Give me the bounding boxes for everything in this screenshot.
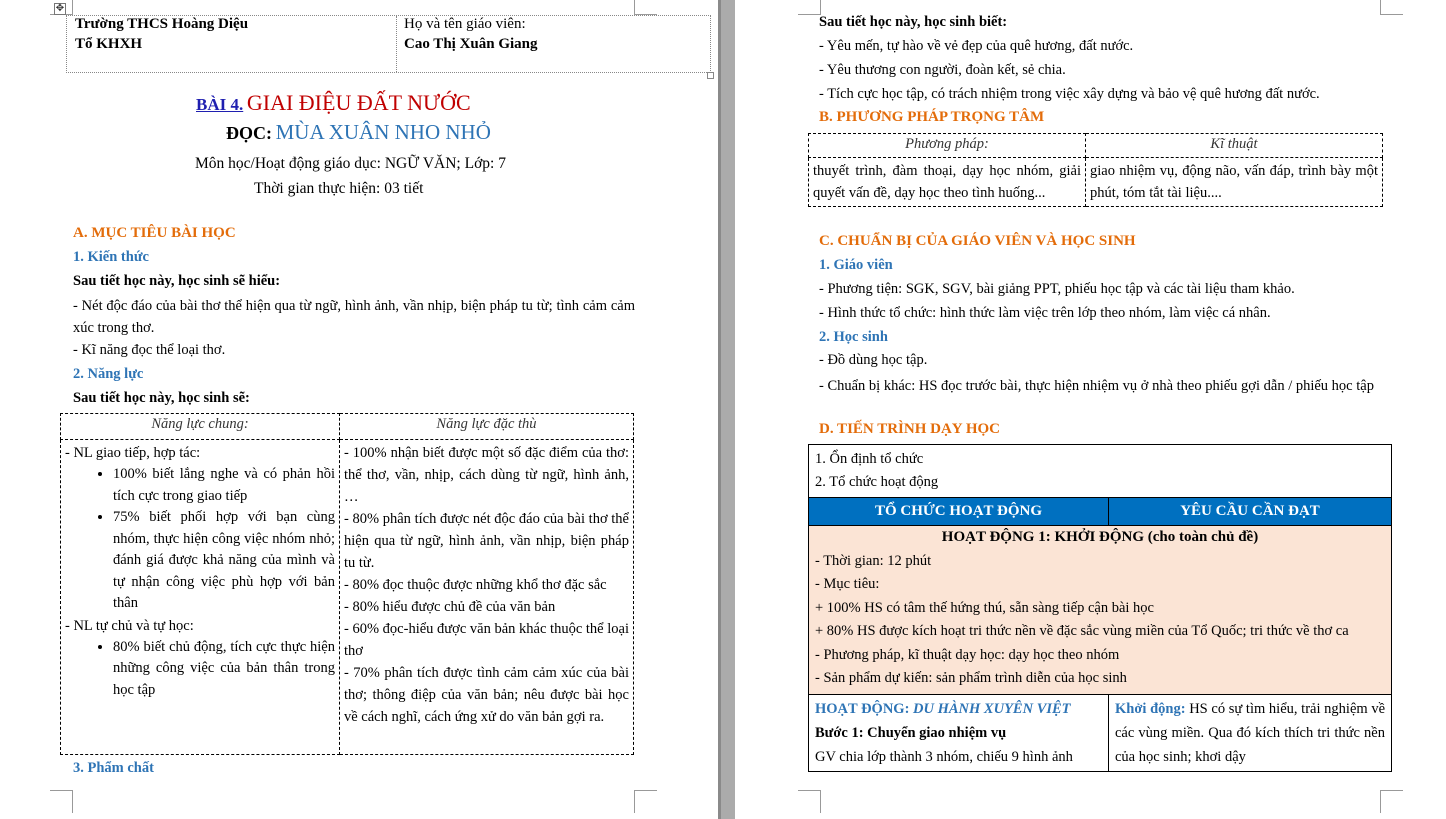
page-gap [718,0,735,819]
quality-item: - Yêu thương con người, đoàn kết, sẻ chia. [819,62,1066,78]
list-item: - 100% nhận biết được một số đặc điểm của thơ: thể thơ, vần, nhịp, cách dùng từ ngữ, hình ảnh, … [344,445,629,505]
lesson-heading [196,90,471,116]
section-b-heading: B. PHƯƠNG PHÁP TRỌNG TÂM [819,109,1045,125]
list-item: - 70% phân tích được tình cảm cảm xúc của bài thơ; thông điệp của văn bản; nêu được bài học về cách nghĩ, cách ứng xử do văn bản gợi ra. [344,665,629,725]
crop-mark [1380,0,1403,15]
col-specific-header: Năng lực đặc thù [340,414,634,440]
lesson-number: BÀI 4. [196,95,244,114]
list-item: - 80% phân tích được nét độc đáo của bài thơ thể hiện qua từ ngữ, hình ảnh, vần nhịp, biện pháp tu từ. [344,511,629,571]
list-item: - 80% đọc thuộc được những khổ thơ đặc sắc [344,577,607,593]
crop-mark [798,790,821,813]
crop-mark [1380,790,1403,813]
crop-mark [50,790,73,813]
left-page [0,0,718,819]
competence-intro: Sau tiết học này, học sinh sẽ: [73,390,250,406]
department-name: Tổ KHXH [75,36,143,52]
school-name: Trường THCS Hoàng Diệu [75,16,249,32]
col-activity-header: TỔ CHỨC HOẠT ĐỘNG [809,498,1109,526]
teacher-item: - Hình thức tổ chức: hình thức làm việc trên lớp theo nhóm, làm việc cá nhân. [819,305,1271,321]
student-heading: 2. Học sinh [819,329,888,345]
requirement-text: HS có sự tìm hiểu, trải nghiệm về các vùng miền. Qua đó kích thích tri thức nền của học sinh; khơi dậy [1115,700,1385,765]
org-steps-cell [809,445,1392,498]
org-step: 2. Tổ chức hoạt động [815,474,939,490]
techniques-cell: giao nhiệm vụ, động não, vấn đáp, trình bày một phút, tóm tắt tài liệu.... [1086,158,1383,207]
col-technique-header: Kĩ thuật [1086,134,1383,158]
time-line: Thời gian thực hiện: 03 tiết [254,180,424,197]
list-item: - 60% đọc-hiểu được văn bản khác thuộc thể loại thơ [344,621,629,659]
col-general-header: Năng lực chung: [61,414,340,440]
reading-label: ĐỌC: [226,123,272,143]
activity-label: HOẠT ĐỘNG: [815,700,910,717]
step-title: Bước 1: Chuyển giao nhiệm vụ [815,724,1007,741]
method-table [808,133,1383,207]
student-item: - Chuẩn bị khác: HS đọc trước bài, thực hiện nhiệm vụ ở nhà theo phiếu gợi dẫn / phiếu học tập [819,378,1374,394]
table-move-handle-icon[interactable]: ✥ [55,3,65,14]
general-competence-cell [61,440,340,755]
general-group: - NL giao tiếp, hợp tác: [65,445,201,461]
process-table [808,444,1392,772]
requirement-label: Khởi động: [1115,700,1186,717]
quality-heading: 3. Phẩm chất [73,760,154,776]
activity-detail: - Thời gian: 12 phút [815,552,932,569]
section-c-heading: C. CHUẨN BỊ CỦA GIÁO VIÊN VÀ HỌC SINH [819,233,1136,249]
right-page [735,0,1446,819]
activity-detail: - Sản phẩm dự kiến: sản phẩm trình diễn của học sinh [815,670,1127,686]
reading-heading [226,120,491,145]
activity1-title: HOẠT ĐỘNG 1: KHỞI ĐỘNG (cho toàn chủ đề) [941,529,1259,545]
knowledge-heading: 1. Kiến thức [73,249,149,265]
org-step: 1. Ổn định tổ chức [815,451,924,467]
list-item: • 80% biết chủ động, tích cực thực hiện những công việc của bản thân trong học tập [113,637,335,702]
col-requirement-header: YÊU CẦU CẦN ĐẠT [1109,498,1392,526]
quality-item: - Yêu mến, tự hào về vẻ đẹp của quê hương, đất nước. [819,38,1134,54]
competence-table [60,413,634,755]
crop-mark [634,0,657,15]
knowledge-item: - Nét độc đáo của bài thơ thể hiện qua từ ngữ, hình ảnh, vần nhịp, biện pháp tu từ; tình cảm cảm xúc trong thơ. [73,298,635,336]
activity-detail: - Mục tiêu: [815,576,880,592]
table-resize-handle[interactable] [707,72,714,79]
activity1-cell [809,526,1392,695]
activity-detail: - Phương pháp, kĩ thuật dạy học: dạy học theo nhóm [815,646,1120,663]
list-item: • 75% biết phối hợp với bạn cùng nhóm, thực hiện công việc nhóm nhỏ; đánh giá được khả năng của mình và tự nhận công việc phù hợp với bản thân [113,507,335,615]
activity-left-cell [809,694,1109,771]
activity-detail: + 80% HS được kích hoạt tri thức nền về đặc sắc vùng miền của Tổ Quốc; tri thức về thơ ca [815,623,1349,639]
subject-line: Môn học/Hoạt động giáo dục: NGỮ VĂN; Lớp: 7 [195,155,506,172]
activity-detail: + 100% HS có tâm thế hứng thú, sẵn sàng tiếp cận bài học [815,599,1154,616]
list-item: - 80% hiểu được chủ đề của văn bản [344,599,556,615]
student-item: - Đồ dùng học tập. [819,352,928,368]
reading-title: MÙA XUÂN NHO NHỎ [275,120,491,144]
crop-mark [798,0,821,15]
methods-cell: thuyết trình, đàm thoại, dạy học nhóm, giải quyết vấn đề, dạy học theo tình huống... [809,158,1086,207]
col-method-header: Phương pháp: [809,134,1086,158]
knowledge-item: - Kĩ năng đọc thể loại thơ. [73,342,226,358]
knowledge-intro: Sau tiết học này, học sinh sẽ hiểu: [73,273,281,289]
list-item: • 100% biết lắng nghe và có phản hồi tích cực trong giao tiếp [113,464,335,507]
competence-heading: 2. Năng lực [73,366,144,382]
section-d-heading: D. TIẾN TRÌNH DẠY HỌC [819,421,1001,437]
specific-competence-cell [340,440,634,755]
activity-name: DU HÀNH XUYÊN VIỆT [913,700,1071,717]
quality-item: - Tích cực học tập, có trách nhiệm trong việc xây dựng và bảo vệ quê hương đất nước. [819,86,1320,102]
crop-mark [634,790,657,813]
step-text: GV chia lớp thành 3 nhóm, chiếu 9 hình ảnh [815,748,1073,765]
lesson-title: GIAI ĐIỆU ĐẤT NƯỚC [246,90,471,115]
teacher-name: Cao Thị Xuân Giang [404,36,538,52]
quality-intro: Sau tiết học này, học sinh biết: [819,14,1008,30]
header-table [66,15,711,73]
teacher-label: Họ và tên giáo viên: [404,16,526,32]
teacher-item: - Phương tiện: SGK, SGV, bài giảng PPT, phiếu học tập và các tài liệu tham khảo. [819,281,1295,297]
requirement-cell [1109,694,1392,771]
general-group: - NL tự chủ và tự học: [65,617,194,634]
activity-name-line [815,697,1102,721]
teacher-heading: 1. Giáo viên [819,257,893,273]
section-a-heading: A. MỤC TIÊU BÀI HỌC [73,225,236,241]
